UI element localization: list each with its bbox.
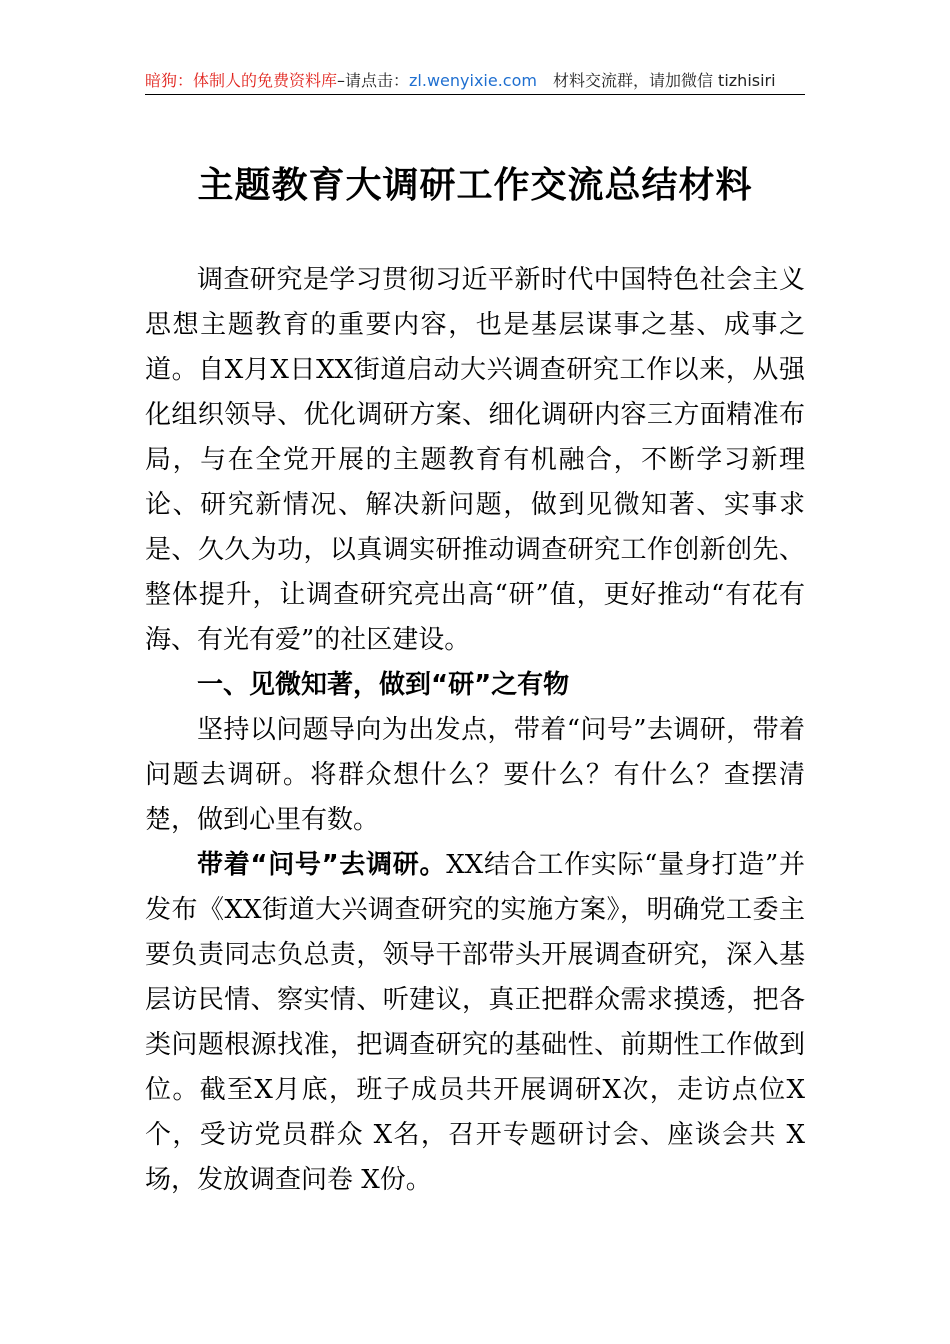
subsection-1-paragraph [145,843,805,1203]
subsection-1-lead: 带着“问号”去调研。 [197,850,447,880]
section-heading-1: 一、见微知著，做到“研”之有物 [197,670,570,700]
subsection-1-body: XX结合工作实际“量身打造”并发布《XX街道大兴调查研究的实施方案》，明确党工委主要负责同志负总责，领导干部带头开展调查研究，深入基层访民情、察实情、听建议，真正把群众需求摸透，把各类问题根源找准，把调查研究的基础性、前期性工作做到位。截至X月底，班子成员共开展调研X次，走访点位X个，受访党员群众 X名，召开专题研讨会、座谈会共 X场，发放调查问卷 X份。 [145,850,805,1195]
section-1-paragraph: 坚持以问题导向为出发点，带着“问号”去调研，带着问题去调研。将群众想什么？要什么？有什么？查摆清楚，做到心里有数。 [145,715,805,835]
header-link-prompt: –请点击： [337,71,410,90]
intro-paragraph: 调查研究是学习贯彻习近平新时代中国特色社会主义思想主题教育的重要内容，也是基层谋事之基、成事之道。自X月X日XX街道启动大兴调查研究工作以来，从强化组织领导、优化调研方案、细化调研内容三方面精准布局，与在全党开展的主题教育有机融合，不断学习新理论、研究新情况、解决新问题，做到见微知著、实事求是、久久为功，以真调实研推动调查研究工作创新创先、整体提升，让调查研究亮出高“研”值，更好推动“有花有海、有光有爱”的社区建设。 [145,265,805,655]
header-contact: 材料交流群，请加微信 tizhisiri [552,71,776,90]
header-url-link[interactable]: zl.wenyixie.com [409,71,537,90]
page-header [145,70,805,95]
header-site-name: 暗狗：体制人的免费资料库 [145,71,338,90]
document-title: 主题教育大调研工作交流总结材料 [197,164,753,206]
document-body [145,258,805,1203]
